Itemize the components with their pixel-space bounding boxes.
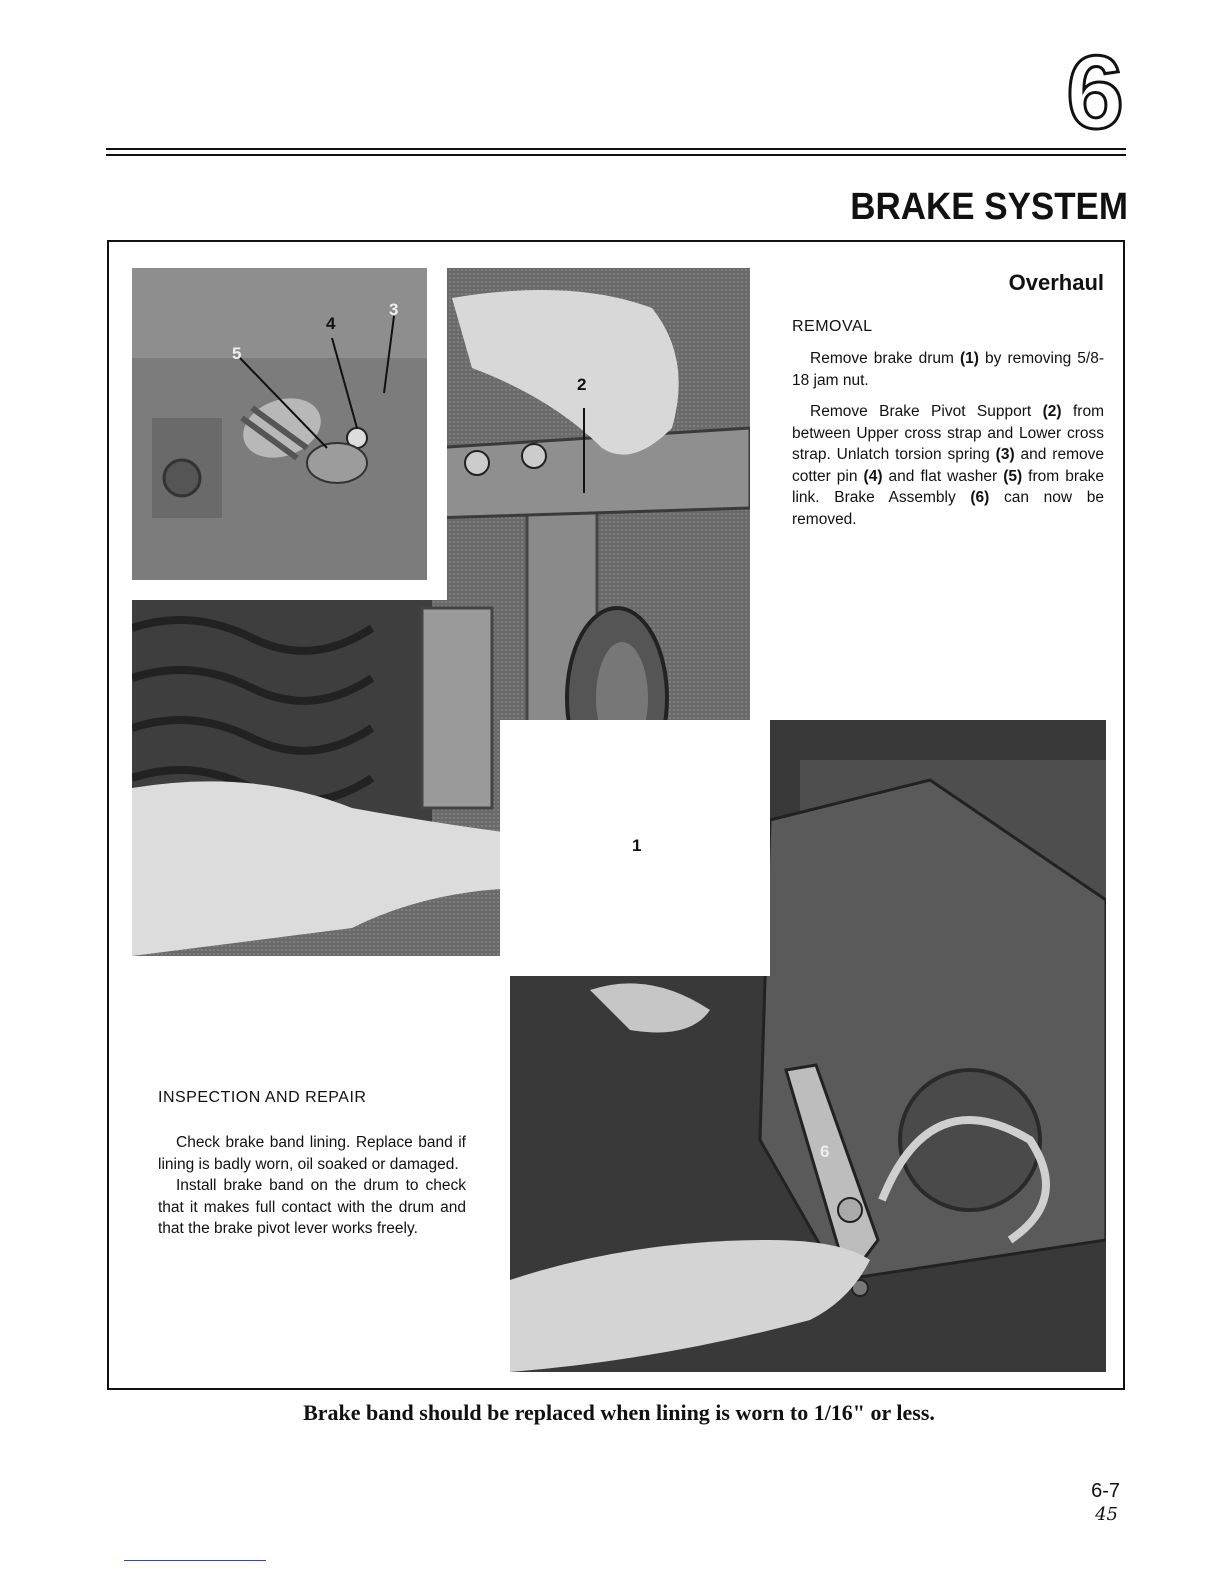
callout-1: 1 — [632, 836, 642, 855]
inspection-paragraph-1: Check brake band lining. Replace band if lining is badly worn, oil soaked or damaged. — [158, 1134, 466, 1173]
footer-line — [124, 1560, 266, 1561]
section-title: BRAKE SYSTEM — [850, 186, 1128, 228]
callout-6: 6 — [820, 1142, 830, 1161]
callout-2: 2 — [577, 375, 587, 394]
callout-5: 5 — [232, 344, 242, 363]
inspection-heading: INSPECTION AND REPAIR — [158, 1089, 367, 1106]
callout-3: 3 — [389, 300, 399, 319]
header-rule-bottom — [106, 154, 1126, 156]
callout-4: 4 — [326, 314, 336, 333]
removal-paragraph-2: Remove Brake Pivot Support (2) from between Upper cross strap and Lower cross strap. Unlatch torsion spring (3) and remove cotter pin (4) and flat washer (5) from brake link. Brake Assembly (6) can now be removed. — [792, 403, 1105, 528]
photo-inset-brake-link — [132, 268, 447, 600]
inspection-paragraph-2: Install brake band on the drum to check that it makes full contact with the drum and that the brake pivot lever works freely. — [158, 1177, 466, 1237]
removal-body — [792, 348, 1104, 540]
page-number: 6-7 — [1091, 1480, 1120, 1502]
overhaul-title: Overhaul — [1008, 270, 1104, 295]
chapter-number: 6 — [1066, 35, 1124, 151]
handwritten-page-number: 45 — [1095, 1504, 1118, 1525]
replacement-note: Brake band should be replaced when lining is worn to 1/16" or less. — [303, 1400, 935, 1425]
header-rule-top — [106, 148, 1126, 150]
removal-paragraph-1: Remove brake drum (1) by removing 5/8-18 jam nut. — [792, 350, 1104, 389]
removal-heading: REMOVAL — [792, 318, 873, 335]
inspection-body — [158, 1132, 466, 1240]
photo-inset-illustration — [132, 268, 427, 580]
